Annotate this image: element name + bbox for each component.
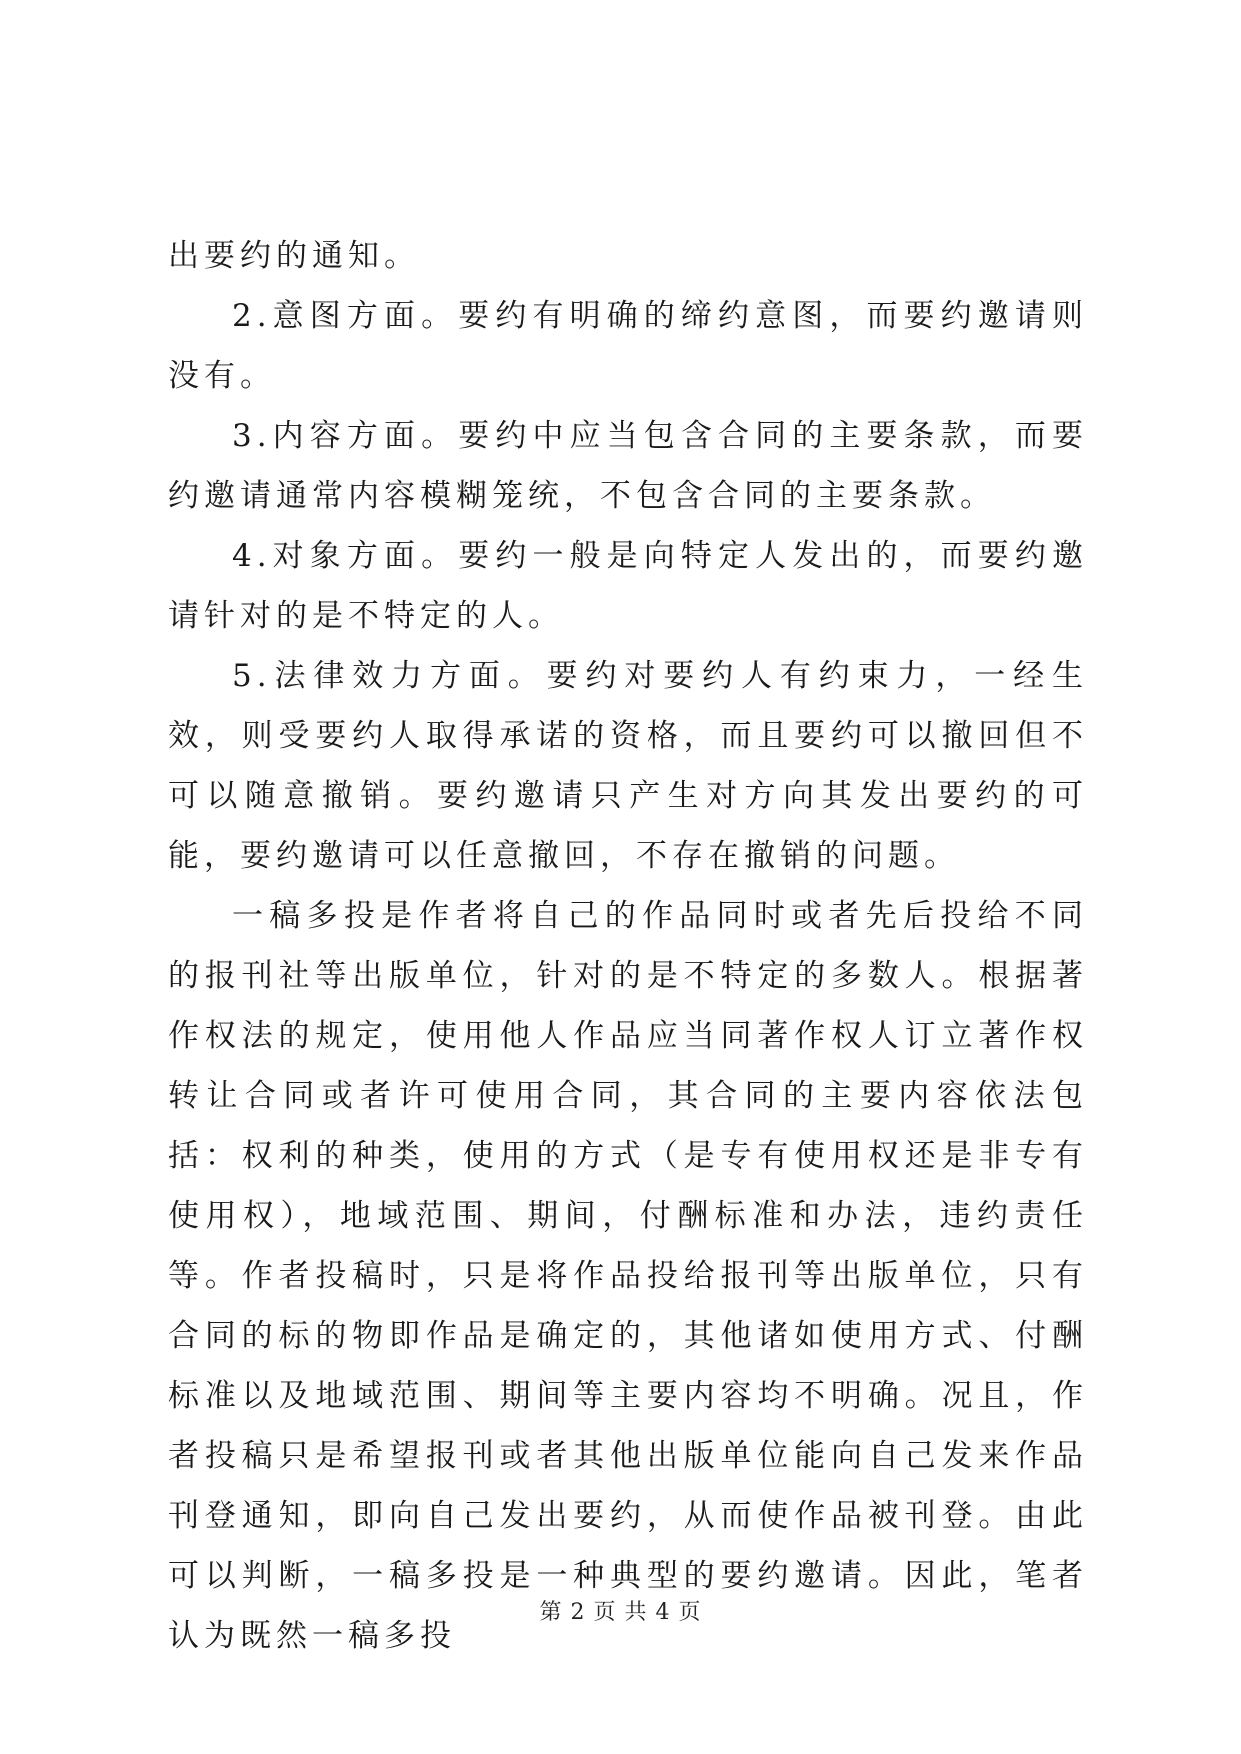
paragraph-continuation: 出要约的通知。 bbox=[168, 238, 420, 274]
paragraph-legal-effect: 5.法律效力方面。要约对要约人有约束力，一经生效，则受要约人取得承诺的资格，而且要约可以撤回但不可以随意撤销。要约邀请只产生对方向其发出要约的可能，要约邀请可以任意撤回，不存在撤销的问题。 bbox=[168, 658, 1088, 874]
paragraph-intent: 2.意图方面。要约有明确的缔约意图，而要约邀请则没有。 bbox=[168, 298, 1088, 394]
body-text bbox=[168, 226, 1088, 1666]
paragraph-object: 4.对象方面。要约一般是向特定人发出的，而要约邀请针对的是不特定的人。 bbox=[168, 538, 1088, 634]
paragraph-multiple-submission: 一稿多投是作者将自己的作品同时或者先后投给不同的报刊社等出版单位，针对的是不特定的多数人。根据著作权法的规定，使用他人作品应当同著作权人订立著作权转让合同或者许可使用合同，其合同的主要内容依法包括：权利的种类，使用的方式（是专有使用权还是非专有使用权），地域范围、期间，付酬标准和办法，违约责任等。作者投稿时，只是将作品投给报刊等出版单位，只有合同的标的物即作品是确定的，其他诸如使用方式、付酬标准以及地域范围、期间等主要内容均不明确。况且，作者投稿只是希望报刊或者其他出版单位能向自己发来作品刊登通知，即向自己发出要约，从而使作品被刊登。由此可以判断，一稿多投是一种典型的要约邀请。因此，笔者认为既然一稿多投 bbox=[168, 898, 1088, 1654]
page-footer: 第 2 页 共 4 页 bbox=[539, 1600, 702, 1625]
paragraph-content: 3.内容方面。要约中应当包含合同的主要条款，而要约邀请通常内容模糊笼统，不包含合同的主要条款。 bbox=[168, 418, 1088, 514]
